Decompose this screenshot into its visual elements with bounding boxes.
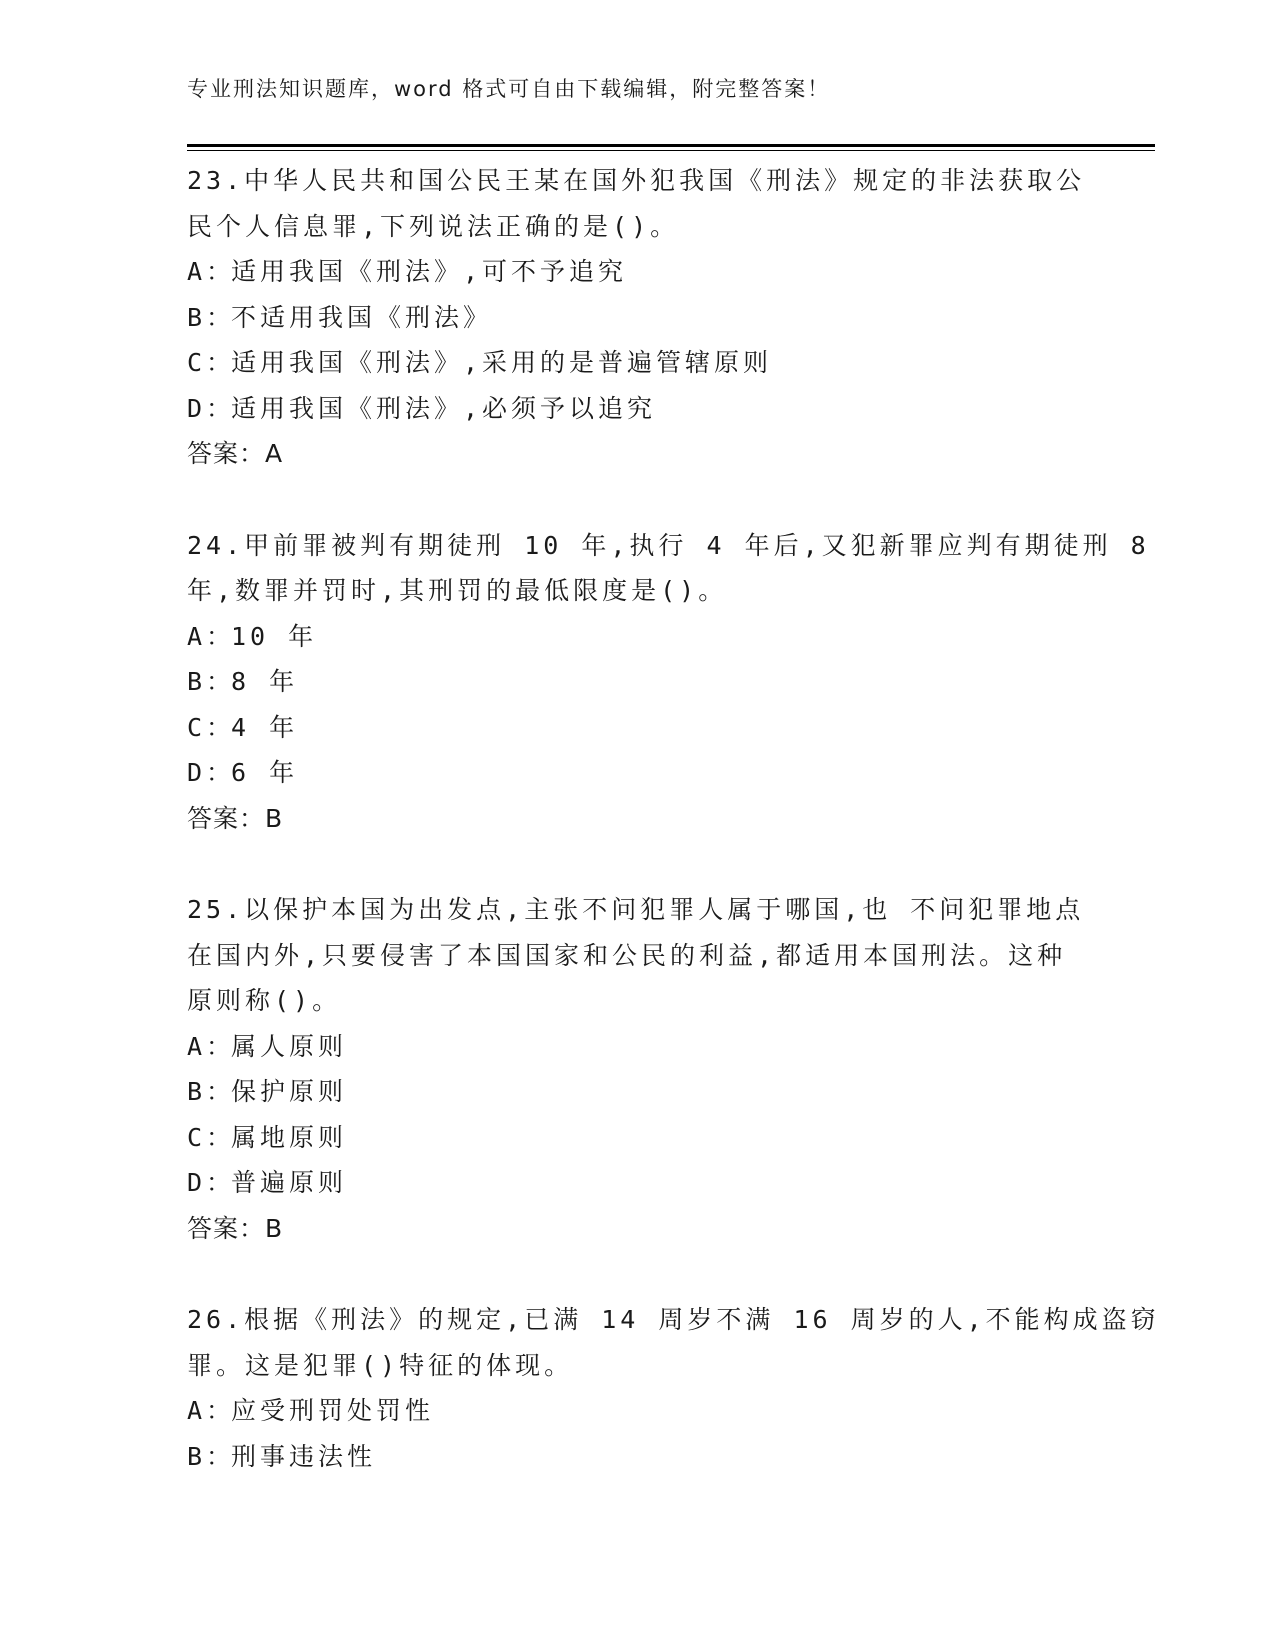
option-letter: C：	[187, 348, 236, 377]
question-stem	[187, 523, 1150, 614]
question-23	[187, 158, 1087, 477]
option-b	[187, 295, 1087, 341]
option-text: 6 年	[231, 758, 299, 787]
option-text: 适用我国《刑法》,采用的是普遍管辖原则	[231, 348, 773, 377]
stem-line: 23.中华人民共和国公民王某在国外犯我国《刑法》规定的非法获取公	[187, 166, 1086, 195]
question-stem	[187, 158, 1087, 249]
option-letter: B：	[187, 667, 236, 696]
question-26	[187, 1297, 1160, 1479]
answer-line: 答案：A	[187, 439, 284, 468]
stem-line: 25.以保护本国为出发点,主张不问犯罪人属于哪国,也 不问犯罪地点	[187, 895, 1085, 924]
option-a	[187, 1024, 1087, 1070]
stem-line: 原则称()。	[187, 986, 342, 1015]
option-letter: A：	[187, 1396, 236, 1425]
option-a	[187, 249, 1087, 295]
stem-line: 民个人信息罪,下列说法正确的是()。	[187, 211, 680, 241]
option-text: 保护原则	[231, 1077, 348, 1106]
option-letter: D：	[187, 758, 236, 787]
option-text: 4 年	[231, 712, 299, 742]
stem-line: 24.甲前罪被判有期徒刑 10 年,执行 4 年后,又犯新罪应判有期徒刑 8	[187, 530, 1150, 560]
stem-line: 在国内外,只要侵害了本国国家和公民的利益,都适用本国刑法。这种	[187, 940, 1067, 970]
option-b	[187, 1434, 1087, 1480]
option-letter: B：	[187, 302, 236, 332]
option-d	[187, 750, 1087, 796]
option-d	[187, 386, 1087, 432]
option-c	[187, 340, 1087, 386]
option-text: 属人原则	[231, 1031, 348, 1061]
answer-line: 答案：B	[187, 803, 284, 833]
option-text: 不适用我国《刑法》	[231, 302, 493, 332]
option-letter: A：	[187, 1031, 236, 1061]
header-rule-thin	[187, 150, 1155, 151]
option-c	[187, 705, 1087, 751]
question-25	[187, 887, 1087, 1251]
stem-line: 罪。这是犯罪()特征的体现。	[187, 1350, 574, 1380]
answer-line: 答案：B	[187, 1213, 284, 1243]
option-text: 属地原则	[231, 1122, 348, 1152]
option-text: 适用我国《刑法》,必须予以追究	[231, 393, 657, 423]
option-text: 应受刑罚处罚性	[231, 1396, 435, 1425]
question-24	[187, 523, 1150, 842]
stem-line: 年,数罪并罚时,其刑罚的最低限度是()。	[187, 576, 728, 605]
option-c	[187, 1115, 1087, 1161]
option-letter: A：	[187, 257, 236, 286]
header-text: 专业刑法知识题库，word 格式可自由下载编辑，附完整答案！	[187, 77, 831, 101]
option-letter: C：	[187, 712, 236, 742]
option-letter: B：	[187, 1077, 236, 1106]
header-rule-thick	[187, 144, 1155, 147]
option-letter: C：	[187, 1122, 236, 1152]
option-letter: B：	[187, 1441, 236, 1471]
option-text: 刑事违法性	[231, 1441, 377, 1471]
question-stem	[187, 887, 1087, 1024]
option-letter: A：	[187, 621, 236, 651]
option-letter: D：	[187, 393, 236, 423]
option-d	[187, 1160, 1087, 1206]
option-text: 适用我国《刑法》,可不予追究	[231, 257, 628, 286]
option-b	[187, 659, 1087, 705]
option-text: 8 年	[231, 667, 299, 696]
stem-line: 26.根据《刑法》的规定,已满 14 周岁不满 16 周岁的人,不能构成盗窃	[187, 1305, 1160, 1334]
question-list	[187, 158, 1160, 1525]
option-a	[187, 614, 1087, 660]
option-text: 普遍原则	[231, 1168, 348, 1197]
option-a	[187, 1388, 1087, 1434]
question-stem	[187, 1297, 1160, 1388]
option-text: 10 年	[231, 621, 318, 651]
option-letter: D：	[187, 1168, 236, 1197]
option-b	[187, 1069, 1087, 1115]
